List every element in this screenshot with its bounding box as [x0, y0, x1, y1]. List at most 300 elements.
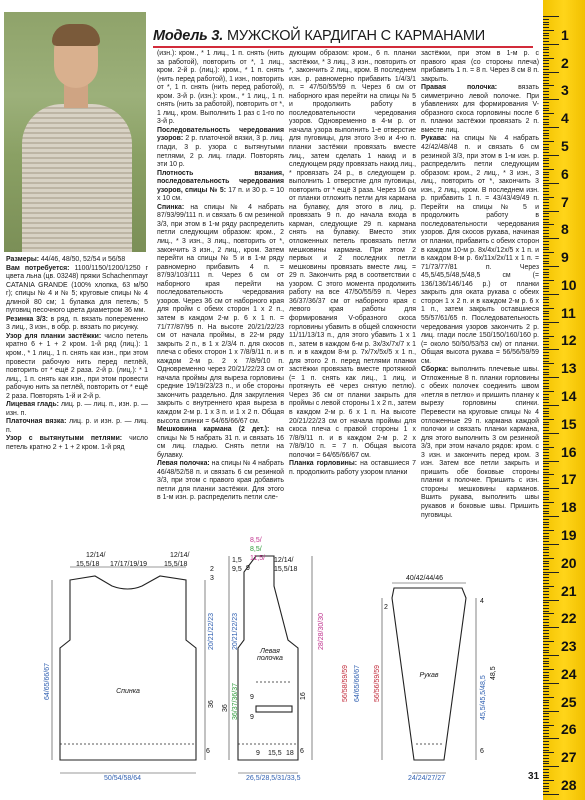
section-heading: Последовательность чередования узоров: — [157, 126, 284, 143]
ruler-tick — [543, 499, 549, 500]
ruler-tick — [543, 369, 549, 370]
back-neck-width-2: 15,5/18 — [76, 561, 100, 568]
ruler-number: 5 — [561, 137, 569, 154]
ruler-tick — [543, 247, 549, 248]
section-text: на спицы № 4 набрать 46/48/52/58 п. и связать 6 см резинкой 3/3, при этом с правого края добавить петли для планки застёжки. Для этого в 1-м изн. р. распределить петли сле- — [157, 460, 284, 502]
ruler-tick — [543, 199, 549, 200]
ruler-tick — [543, 769, 549, 770]
ruler-tick — [543, 505, 549, 506]
ruler-tick — [543, 583, 549, 584]
page-number: 31 — [528, 771, 540, 782]
ruler-tick — [543, 574, 549, 575]
sleeve-lower-height: 45,5/45,5/48,5 — [480, 675, 487, 720]
ruler-tick — [543, 527, 549, 528]
section-text: вязать симметрично левой полочке. При убавлениях для формирования V-образного скоса горловины после 6 п. планки застёжки провязать 2 п. вместе лиц. — [421, 84, 539, 134]
ruler-number: 18 — [561, 499, 577, 516]
ruler-number: 20 — [561, 554, 577, 571]
band-width-1: 8,5/ — [250, 537, 262, 544]
ruler-tick — [543, 777, 549, 778]
section-heading: Узор для планки застёжки: — [6, 332, 102, 340]
ruler-tick — [543, 349, 559, 350]
ruler-tick — [543, 658, 549, 659]
ruler-tick — [543, 511, 549, 512]
ruler-tick — [543, 552, 549, 553]
ruler-tick — [543, 586, 554, 587]
section-text: выполнить плечевые швы. Отложенные 8 п. планки горловины с обеих полочек соединить швом «петля в петлю» и пришить планку к вырезу горловины спинки. Перевести на круговые спицы № 4 отложенные 29 п. кармана каждой полочки и связать планки кармана, для этого выполнить 3 см резинкой 3/3, при этом начало рядов: кром. с 3 изн. и закончить перед кром. 3 изн. Затем все петли закрыть и пришить обе боковые стороны планки к полочке. Пришить с изн. стороны мешковины карманов. Вшить рукава, выполнить швы рукавов и боковые швы. Пришить пуговицы. — [421, 366, 539, 519]
ruler-tick — [543, 219, 549, 220]
ruler-tick — [543, 455, 549, 456]
ruler-tick — [543, 694, 549, 695]
back-bottom-width: 50/54/58/64 — [104, 775, 141, 782]
ruler-tick — [543, 160, 549, 161]
ruler-tick — [543, 680, 549, 681]
ruler-tick — [543, 733, 549, 734]
ruler-tick — [543, 594, 549, 595]
ruler-tick — [543, 736, 549, 737]
ruler-tick — [543, 135, 549, 136]
ruler-tick — [543, 141, 554, 142]
ruler-tick — [543, 469, 549, 470]
ruler-tick — [543, 549, 549, 550]
ruler-tick — [543, 463, 549, 464]
ruler-tick — [543, 794, 559, 795]
ruler-tick — [543, 58, 554, 59]
ruler-tick — [543, 338, 549, 339]
ruler-tick — [543, 294, 559, 295]
ruler-tick — [543, 669, 554, 670]
ruler-tick — [543, 722, 549, 723]
section-text: на оставшиеся 7 п. продолжить работу узором планки — [289, 460, 416, 476]
ruler-tick — [543, 108, 549, 109]
ruler-tick — [543, 413, 549, 414]
front-part-label: Левая полочка — [257, 648, 283, 662]
pocket-width-3: 18 — [286, 750, 294, 757]
ruler-tick — [543, 541, 549, 542]
ruler-tick — [543, 255, 549, 256]
ruler-tick — [543, 730, 549, 731]
ruler-number: 12 — [561, 332, 577, 349]
ruler-tick — [543, 675, 549, 676]
ruler-tick — [543, 85, 554, 86]
section-text: число петель кратно 6 + 1 + 2 кром. 1-й ряд (лиц.): 1 кром., * 1 лиц., 1 п. снять как изн., при этом провести рабочую нить перед петлёй, повторить от * ещё 2 раза. 2-й р. (лиц.): * 1 лиц., 1 п. снять как изн., при этом провести рабочую нить за петлёй, повторить от * ещё 2 раза. Повторять 1-й и 2-й р. — [6, 332, 148, 400]
ruler-tick — [543, 502, 554, 503]
ruler-tick — [543, 99, 559, 100]
ruler-tick — [543, 166, 549, 167]
ruler-tick — [543, 611, 549, 612]
ruler-tick — [543, 702, 549, 703]
ruler-tick — [543, 27, 549, 28]
ruler-tick — [543, 547, 549, 548]
ruler-tick — [543, 780, 554, 781]
ruler-tick — [543, 383, 549, 384]
front-side-height: 36 — [222, 704, 229, 712]
ruler-tick — [543, 344, 549, 345]
ruler-tick — [543, 522, 549, 523]
ruler-tick — [543, 530, 554, 531]
ruler-tick — [543, 566, 549, 567]
ruler-tick — [543, 336, 554, 337]
ruler-number: 26 — [561, 721, 577, 738]
back-total-height: 64/65/66/67 — [44, 663, 51, 700]
ruler-number: 25 — [561, 693, 577, 710]
sleeve-cap-offset: 2 — [384, 604, 388, 611]
ruler-tick — [543, 269, 549, 270]
ruler-tick — [543, 563, 549, 564]
ruler-tick — [543, 327, 549, 328]
ruler-tick — [543, 102, 549, 103]
ruler-tick — [543, 436, 549, 437]
section-heading: Правая полочка: — [421, 84, 498, 92]
section-heading: Платочная вязка: — [6, 418, 67, 426]
ruler-tick — [543, 422, 549, 423]
ruler-tick — [543, 711, 559, 712]
ruler-tick — [543, 750, 549, 751]
ruler-tick — [543, 433, 559, 434]
ruler-tick — [543, 625, 549, 626]
ruler-tick — [543, 616, 549, 617]
ruler-tick — [543, 744, 549, 745]
ruler-tick — [543, 763, 549, 764]
section-heading: Вам потребуется: — [6, 264, 70, 272]
ruler-tick — [543, 688, 549, 689]
front-total-height: 64/65/66/67 — [354, 665, 361, 702]
front-upper-a: 1,5 — [232, 557, 242, 564]
ruler-tick — [543, 474, 554, 475]
ruler-tick — [543, 185, 549, 186]
ruler-tick — [543, 691, 549, 692]
front-shoulder-width: 12/14/ — [274, 557, 294, 564]
ruler-tick — [543, 577, 549, 578]
ruler-tick — [543, 44, 559, 45]
ruler-tick — [543, 110, 549, 111]
ruler-tick — [543, 174, 549, 175]
ruler-tick — [543, 647, 549, 648]
ruler-tick — [543, 261, 549, 262]
ruler-tick — [543, 738, 559, 739]
ruler-tick — [543, 705, 549, 706]
ruler-tick — [543, 144, 549, 145]
ruler-tick — [543, 283, 549, 284]
ruler-tick — [543, 602, 549, 603]
ruler-tick — [543, 127, 559, 128]
ruler-tick — [543, 533, 549, 534]
ruler-tick — [543, 291, 549, 292]
ruler-tick — [543, 411, 549, 412]
ruler-tick — [543, 80, 549, 81]
ruler-tick — [543, 644, 549, 645]
pocket-height: 16 — [300, 692, 307, 700]
section-text: на спицы № 4 набрать 87/93/99/111 п. и связать 6 см резинкой 3/3, при этом в 1-м ряду распределить петли следующим образом: кром., 2 лиц., * 3 изн., 3 лиц., повторить от *, закончить 3 изн., 2 лиц., кром. Затем перейти на спицы № 5 и в 1-м ряду равномерно прибавить 4 п. = 87/93/103/111 п. Через 6 см от наборного края перейти на последовательность чередования узоров. Через 36 см от наборного края для пройм с обеих сторон 1 x 2 п., затем в каждом 2-м р. 6 x 1 п. = 71/77/87/95 п. На высоте 20/21/22/23 см от начала проймы, в 22-м ряду закрыть 2 п., в 1 x 2/3/4 п. для скосов плеча с обеих сторон 1 x 7/8/9/11 п. и в каждом 2-м р. 2 x 7/8/9/10 п. Одновременно через 20/21/22/23 см от начала проймы для выреза горловины средние 19/19/23/23 п., и обе стороны закончить раздельно. Для закругления закрыть с внутреннего края выреза в каждом 2-м р. 1 x 3 п. и 1 x 2 п. Общая высота спинки = 64/65/66/67 см. — [157, 203, 284, 425]
ruler-tick — [543, 483, 549, 484]
ruler-tick — [543, 405, 559, 406]
ruler-tick — [543, 700, 549, 701]
ruler-tick — [543, 613, 554, 614]
ruler-tick — [543, 663, 549, 664]
ruler-tick — [543, 313, 549, 314]
ruler-tick — [543, 194, 549, 195]
ruler-tick — [543, 427, 549, 428]
sleeve-cap-height: 4 — [480, 598, 484, 605]
ruler-tick — [543, 197, 554, 198]
ruler-tick — [543, 158, 549, 159]
ruler-tick — [543, 22, 549, 23]
ruler-tick — [543, 47, 549, 48]
ruler-tick — [543, 622, 549, 623]
ruler-tick — [543, 524, 549, 525]
front-shoulder-width-2: 15,5/18 — [274, 566, 298, 573]
ruler-tick — [543, 600, 559, 601]
sleeve-rib-height: 6 — [480, 748, 484, 755]
ruler-number: 13 — [561, 360, 577, 377]
front-neck-length: 28/28/30/30 — [318, 613, 325, 650]
ruler-tick — [543, 536, 549, 537]
back-schematic — [60, 576, 196, 760]
ruler-tick — [543, 741, 549, 742]
ruler-tick — [543, 655, 559, 656]
ruler-tick — [543, 766, 559, 767]
ruler-tick — [543, 697, 554, 698]
section-text: на спицы № 4 набрать 42/42/48/48 п. и связать 6 см резинкой 3/3, при этом в 1-м изн. р. распределить петли следующим образом: кром., 2 лиц., * 3 изн., 3 лиц., повторить от *, закончить 3 изн., 2 лиц., кром. В последнем изн. р. прибавить 1 п. = 43/43/49/49 п. Перейти на спицы № 5 и продолжить работу в последовательности чередования узоров. Для скосов рукава, начиная от планки, прибавить с обеих сторон в каждом 10-м р. 8x/4x/12x/5 x 1 п. и в каждом 8-м р. 6x/11x/2x/11 x 1 п. = 71/73/77/81 п. Через 45,5/45,5/48,5/48,5 см (= 136/136/146/146 р.) от планки закрыть для оката рукава с обеих сторон 1 x 2 п. и в каждом 2-м р. 6 x 1 п., затем закрыть оставшиеся 55/57/61/65 п. Последовательность чередования узоров закончить 2 р. лиц. глади после 150/150/160/160 р. (= около 50/50/53/53 см) от планки. Общая высота рукава = 56/56/59/59 см. — [421, 135, 539, 365]
ruler-tick — [543, 35, 549, 36]
ruler-tick — [543, 299, 549, 300]
ruler-tick — [543, 341, 549, 342]
ruler-tick — [543, 52, 549, 53]
ruler-tick — [543, 277, 549, 278]
front-side-total: 56/58/59/59 — [342, 665, 349, 702]
ruler-tick — [543, 424, 549, 425]
ruler-tick — [543, 544, 559, 545]
ruler-tick — [543, 272, 549, 273]
ruler-tick — [543, 363, 554, 364]
back-lower-height: 36 — [208, 700, 215, 708]
section-heading: Планка горловины: — [289, 460, 358, 468]
ruler-tick — [543, 497, 549, 498]
ruler-tick — [543, 775, 549, 776]
ruler-tick — [543, 183, 559, 184]
section-text: 2 р. платочной вязки, 3 р. лиц. глади, 3 р. узора с вытянутыми петлями, 2 р. лиц. глади. Повторять эти 10 р. — [157, 135, 284, 169]
ruler-tick — [543, 397, 549, 398]
ruler-tick — [543, 147, 549, 148]
ruler-tick — [543, 513, 549, 514]
ruler-tick — [543, 636, 549, 637]
ruler-tick — [543, 466, 549, 467]
back-armhole-height: 20/21/22/23 — [208, 613, 215, 650]
ruler-tick — [543, 480, 549, 481]
ruler-tick — [543, 388, 549, 389]
ruler-tick — [543, 241, 549, 242]
ruler-tick — [543, 569, 549, 570]
ruler-tick — [543, 447, 554, 448]
ruler-tick — [543, 605, 549, 606]
ruler-tick — [543, 133, 549, 134]
front-lower-height: 36/37/36/37 — [232, 683, 239, 720]
ruler-tick — [543, 366, 549, 367]
ruler-tick — [543, 149, 549, 150]
section-text: 1100/1150/1200/1250 г цветa льна (цв. 03248) пряжи Schachenmayr CATANIA GRANDE (100% хлопка, 63 м/50 г); спицы № 4 и № 5; круговые спицы № 4 длиной 80 см; 1 булавка для петель; 5 пуговиц песочного цвета диаметром 36 мм. — [6, 264, 148, 315]
ruler-tick — [543, 672, 549, 673]
ruler-tick — [543, 772, 549, 773]
ruler-tick — [543, 666, 549, 667]
pocket-offset-top: 9 — [250, 694, 254, 701]
ruler-tick — [543, 230, 549, 231]
ruler-tick — [543, 308, 554, 309]
ruler-number: 7 — [561, 193, 569, 210]
ruler-number: 22 — [561, 610, 577, 627]
section-heading: Лицевая гладь: — [6, 401, 59, 409]
ruler-number: 21 — [561, 582, 577, 599]
ruler-tick — [543, 561, 549, 562]
ruler-tick — [543, 280, 554, 281]
ruler-number: 4 — [561, 110, 569, 127]
ruler-number: 27 — [561, 749, 577, 766]
section-text: на спицы № 5 набрать 31 п. и связать 16 см лиц. гладью. Снять петли на булавку. — [157, 426, 284, 459]
back-top-offset-2: 3 — [210, 575, 214, 582]
ruler-tick — [543, 458, 549, 459]
ruler-tick — [543, 94, 549, 95]
ruler-tick — [543, 630, 549, 631]
ruler-tick — [543, 508, 549, 509]
band-length: 9 — [246, 565, 250, 572]
ruler-tick — [543, 788, 549, 789]
ruler-tick — [543, 130, 549, 131]
ruler-tick — [543, 758, 549, 759]
section-text: застёжки, при этом в 1-м р. с правого края (со стороны плеча) прибавить 1 п. = 8 п. Через 8 см 8 п. закрыть. — [421, 50, 539, 83]
ruler-tick — [543, 266, 559, 267]
ruler-tick — [543, 555, 549, 556]
ruler-tick — [543, 461, 559, 462]
ruler-tick — [543, 438, 549, 439]
ruler-number: 23 — [561, 638, 577, 655]
front-bottom-width: 26,5/28,5/31/33,5 — [246, 775, 301, 782]
ruler-tick — [543, 83, 549, 84]
ruler-tick — [543, 324, 549, 325]
ruler-tick — [543, 274, 549, 275]
ruler-tick — [543, 588, 549, 589]
ruler-number: 9 — [561, 249, 569, 266]
ruler-tick — [543, 661, 549, 662]
sleeve-part-label: Рукав — [419, 672, 439, 679]
back-neck-width: 12/14/ — [86, 552, 106, 559]
sleeve-lower-height-2: 48,5 — [490, 666, 497, 680]
ruler-tick — [543, 377, 559, 378]
sleeve-top-width: 40/42/44/46 — [406, 575, 443, 582]
ruler-tick — [543, 216, 549, 217]
section-heading: Плотность вязания, последовательность чередования узоров, спицы № 5: — [157, 169, 284, 194]
ruler-tick — [543, 558, 554, 559]
ruler-tick — [543, 677, 549, 678]
ruler-tick — [543, 24, 549, 25]
ruler-number: 3 — [561, 82, 569, 99]
ruler-tick — [543, 708, 549, 709]
ruler-tick — [543, 169, 554, 170]
ruler-tick — [543, 391, 554, 392]
ruler-tick — [543, 580, 549, 581]
ruler-tick — [543, 238, 559, 239]
section-text: (изн.): кром., * 1 лиц., 1 п. снять (нить за работой), повторить от *, 1 лиц., кром. 2-й р. (лиц.): кром., * 1 п. снять (нить перед работой), 1 изн., повторить от *, 1 п. снять (нить перед работой), кром. 3-й р. (изн.): кром., * 1 лиц., 1 п. снять (нить за работой), повторить от *, 1 лиц., кром. Выполнить 1 раз с 1-го по 3-й р. — [157, 50, 285, 126]
section-text: 17 п. и 30 р. = 10 x 10 см. — [157, 186, 284, 203]
ruler-tick — [543, 783, 549, 784]
section-text: 44/46, 48/50, 52/54 и 56/58 — [39, 256, 126, 263]
ruler-tick — [543, 516, 559, 517]
ruler-tick — [543, 380, 549, 381]
ruler-tick — [543, 361, 549, 362]
ruler-tick — [543, 74, 549, 75]
ruler-number: 19 — [561, 526, 577, 543]
section-text: число петель кратно 2 + 1 + 2 кром. 1-й ряд — [6, 435, 148, 452]
ruler-tick — [543, 205, 549, 206]
ruler-number: 15 — [561, 415, 577, 432]
ruler-tick — [543, 263, 549, 264]
ruler-tick — [543, 30, 554, 31]
ruler-number: 17 — [561, 471, 577, 488]
ruler-tick — [543, 233, 549, 234]
ruler-tick — [543, 69, 549, 70]
ruler-number: 6 — [561, 165, 569, 182]
ruler-tick — [543, 60, 549, 61]
ruler-tick — [543, 227, 549, 228]
section-heading: Сборка: — [421, 366, 449, 374]
front-armhole-height: 20/21/22/23 — [232, 613, 239, 650]
ruler-tick — [543, 41, 549, 42]
ruler-tick — [543, 358, 549, 359]
ruler-tick — [543, 316, 549, 317]
ruler-tick — [543, 302, 549, 303]
ruler-tick — [543, 322, 559, 323]
ruler-tick — [543, 33, 549, 34]
ruler-tick — [543, 716, 549, 717]
ruler-tick — [543, 236, 549, 237]
ruler-tick — [543, 538, 549, 539]
pocket-offset-mid: 9 — [250, 714, 254, 721]
ruler-tick — [543, 116, 549, 117]
ruler-tick — [543, 477, 549, 478]
ruler-tick — [543, 180, 549, 181]
ruler-tick — [543, 519, 549, 520]
ruler-number: 1 — [561, 26, 569, 43]
ruler-tick — [543, 355, 549, 356]
ruler-tick — [543, 472, 549, 473]
ruler-tick — [543, 488, 559, 489]
section-heading: Узор с вытянутыми петлями: — [6, 435, 123, 443]
back-shoulder-width: 17/17/19/19 — [110, 561, 147, 568]
ruler-number: 24 — [561, 665, 577, 682]
model-name: МУЖСКОЙ КАРДИГАН С КАРМАНАМИ — [226, 28, 485, 44]
back-right-width-2: 15,5/18 — [164, 561, 188, 568]
ruler-tick — [543, 686, 549, 687]
ruler-tick — [543, 191, 549, 192]
section-heading: Рукава: — [421, 135, 447, 143]
ruler-tick — [543, 416, 549, 417]
sleeve-bottom-width: 24/24/27/27 — [408, 775, 445, 782]
section-text: в ряд. п. вязать попеременно 3 лиц., 3 изн., в обр. р. вязать по рисунку. — [6, 315, 148, 332]
ruler-tick — [543, 374, 549, 375]
ruler-number: 16 — [561, 443, 577, 460]
band-width-3: 11,5/ — [250, 555, 266, 562]
ruler-tick — [543, 163, 549, 164]
ruler-tick — [543, 97, 549, 98]
ruler-tick — [543, 652, 549, 653]
ruler-tick — [543, 152, 549, 153]
ruler-tick — [543, 286, 549, 287]
ruler-tick — [543, 249, 549, 250]
ruler-tick — [543, 105, 549, 106]
ruler-tick — [543, 386, 549, 387]
ruler-tick — [543, 202, 549, 203]
band-width-2: 8,5/ — [250, 546, 262, 553]
ruler-number: 14 — [561, 388, 577, 404]
ruler-tick — [543, 719, 549, 720]
ruler-tick — [543, 713, 549, 714]
